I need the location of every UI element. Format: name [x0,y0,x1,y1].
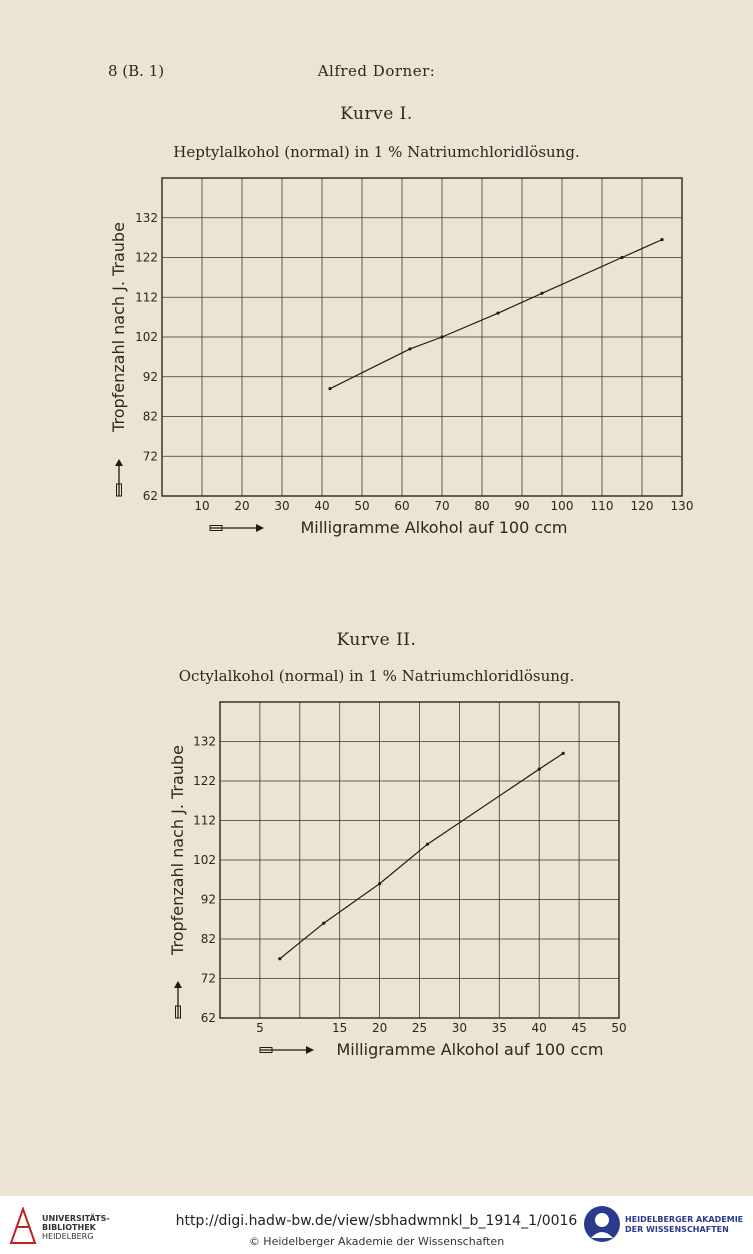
page-header [0,62,753,86]
data-point [562,752,565,755]
y-axis-arrow-icon [115,459,123,496]
x-tick-label: 15 [332,1021,348,1035]
running-head-author: Alfred Dorner: [317,62,436,80]
page-number: 8 (B. 1) [108,62,165,80]
chart2-subtitle: Octylalkohol (normal) in 1 % Natriumchloridlösung. [178,667,575,685]
y-tick-label: 82 [200,932,216,946]
data-point [538,768,541,771]
x-tick-label: 30 [274,499,290,513]
data-point [440,335,443,338]
x-tick-label: 10 [194,499,210,513]
chart1-subtitle: Heptylalkohol (normal) in 1 % Natriumchloridlösung. [173,143,580,161]
data-point [540,292,543,295]
x-tick-label: 130 [670,499,694,513]
y-tick-label: 112 [135,290,158,305]
x-axis-arrow-icon [210,524,264,532]
series-line [280,753,563,958]
footer [0,1196,753,1254]
x-tick-label: 5 [256,1021,264,1035]
data-point [278,957,281,960]
x-tick-label: 110 [590,499,614,513]
y-tick-label: 82 [142,409,158,424]
copyright-notice: © Heidelberger Akademie der Wissenschaften [248,1235,505,1248]
academy-logo-text: HEIDELBERGER AKADEMIE DER WISSENSCHAFTEN [625,1215,744,1234]
source-url-link[interactable]: http://digi.hadw-bw.de/view/sbhadwmnkl_b_1914_1/0016 [175,1213,578,1229]
x-tick-label: 90 [514,499,530,513]
x-tick-label: 40 [314,499,330,513]
y-tick-label: 122 [135,250,158,265]
x-tick-label: 40 [531,1021,547,1035]
y-axis-label: Tropfenzahl nach J. Traube [168,745,187,955]
x-tick-label: 20 [371,1021,388,1035]
data-point [322,922,325,925]
chart1-title: Kurve I. [340,104,413,124]
y-tick-label: 132 [193,734,216,749]
y-tick-label: 72 [142,449,158,464]
x-tick-label: 20 [234,499,250,513]
y-tick-label: 102 [193,853,216,867]
x-axis-label: Milligramme Alkohol auf 100 ccm [336,1040,604,1059]
x-tick-label: 50 [354,499,370,513]
data-point [328,387,331,390]
chart2-title: Kurve II. [336,630,417,650]
y-tick-label: 102 [135,330,158,344]
data-point [660,238,663,241]
x-tick-label: 100 [550,499,574,513]
y-tick-label: 62 [200,1011,216,1025]
academy-seal-icon [582,1204,622,1244]
y-tick-label: 92 [142,369,158,384]
data-point [378,882,381,885]
chart1 [0,170,753,560]
x-tick-label: 45 [571,1021,587,1035]
y-axis-arrow-icon [174,981,182,1018]
x-axis-label: Milligramme Alkohol auf 100 ccm [300,518,568,537]
x-tick-label: 120 [630,499,654,513]
y-tick-label: 122 [193,774,216,788]
data-point [496,312,499,315]
x-tick-label: 70 [434,499,450,513]
x-tick-label: 80 [474,499,490,513]
chart2 [0,692,753,1072]
y-tick-label: 92 [200,892,216,907]
series-line [330,240,662,389]
x-tick-label: 25 [411,1021,428,1035]
y-axis-label: Tropfenzahl nach J. Traube [109,222,128,432]
x-tick-label: 50 [611,1021,627,1035]
y-tick-label: 132 [135,210,158,225]
y-tick-label: 112 [193,813,216,828]
x-tick-label: 35 [491,1021,507,1035]
y-tick-label: 62 [142,489,158,503]
x-tick-label: 30 [451,1021,468,1035]
data-point [408,347,411,350]
data-point [426,843,429,846]
y-tick-label: 72 [200,971,216,986]
data-point [620,256,623,259]
university-library-logo-text: UNIVERSITÄTS- BIBLIOTHEK HEIDELBERG [42,1214,110,1241]
x-axis-arrow-icon [260,1046,314,1054]
x-tick-label: 60 [394,499,410,513]
